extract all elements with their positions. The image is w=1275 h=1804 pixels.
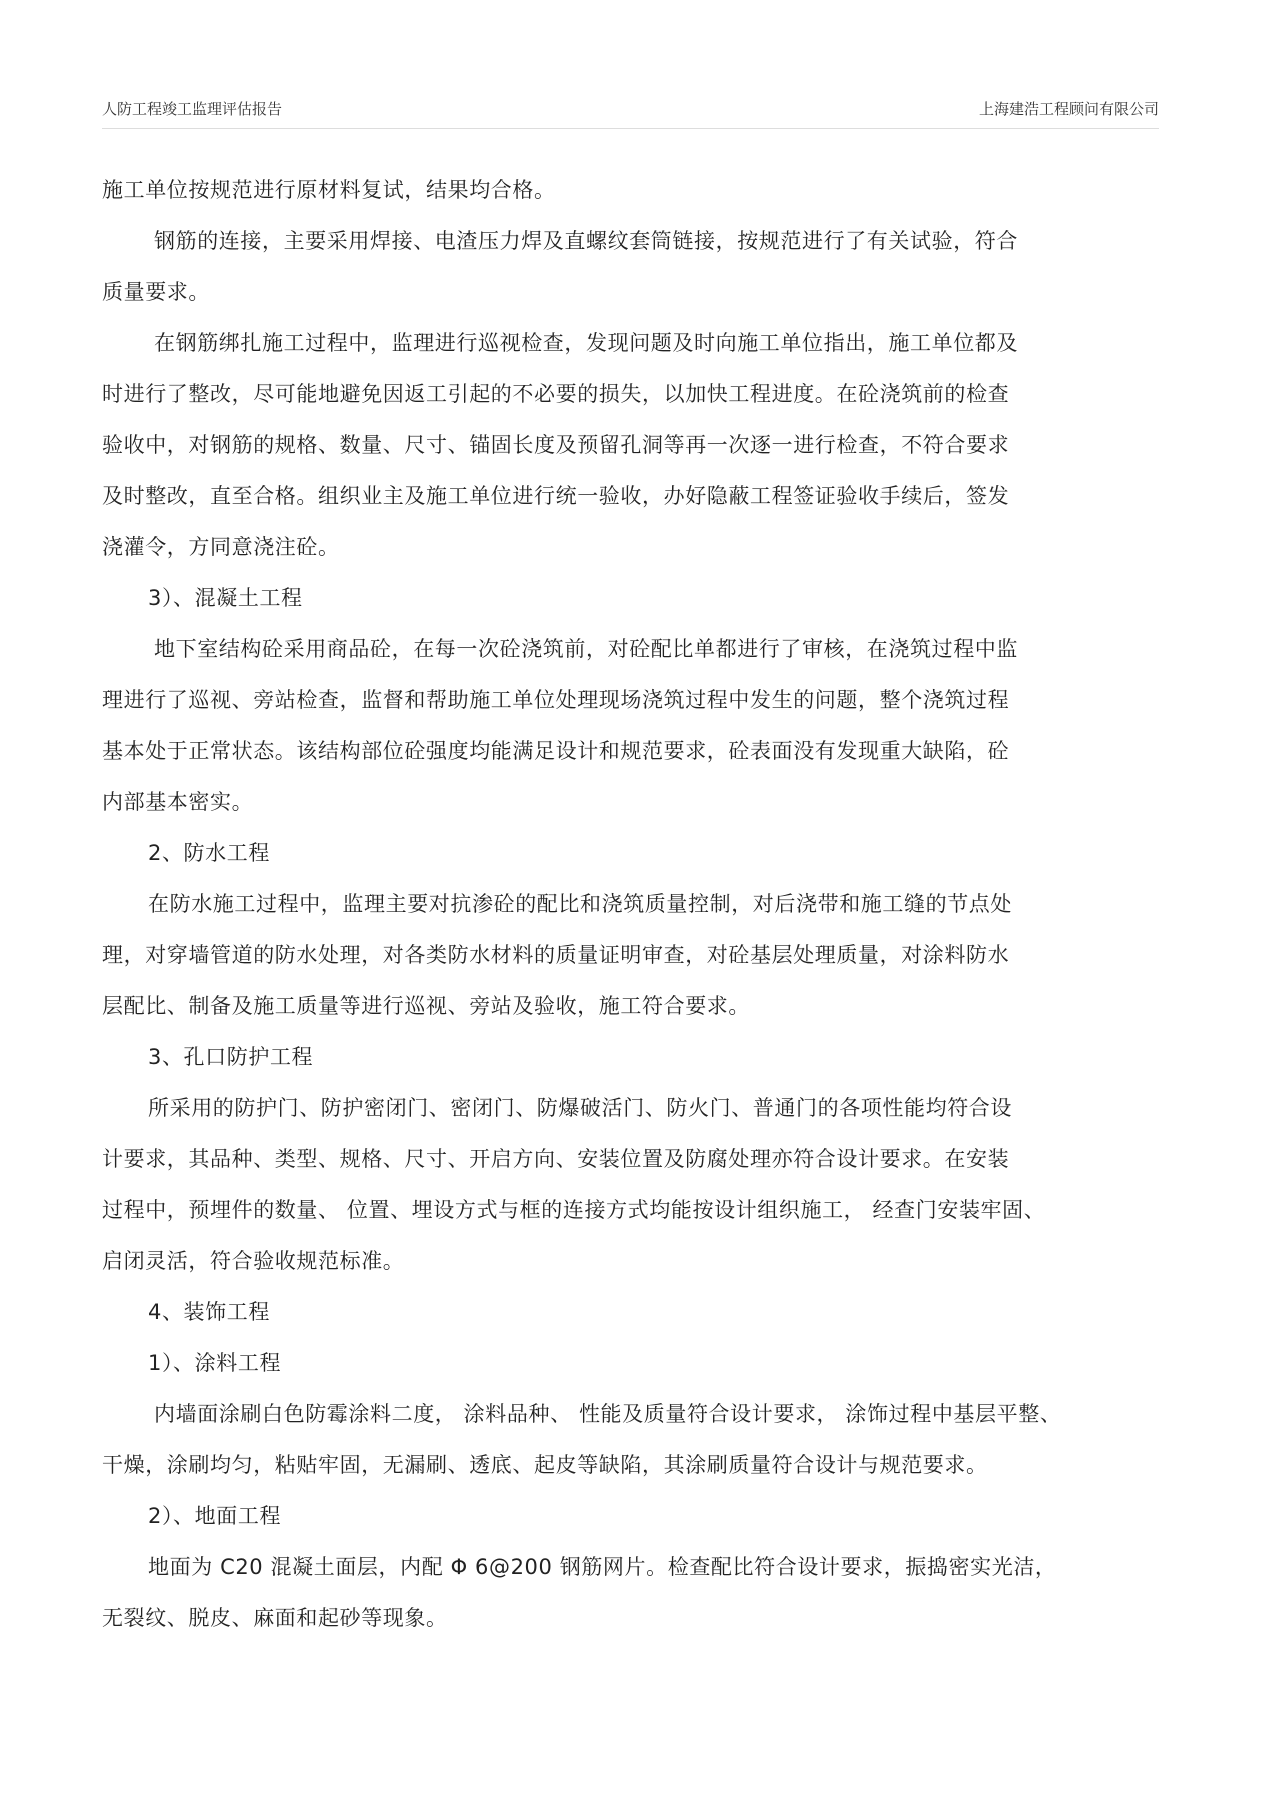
paragraph-line: 无裂纹、脱皮、麻面和起砂等现象。 [102,1606,448,1630]
paragraph-line: 层配比、制备及施工质量等进行巡视、旁站及验收，施工符合要求。 [102,994,750,1018]
paragraph-line: 启闭灵活，符合验收规范标准。 [102,1249,405,1273]
header-report-title: 人防工程竣工监理评估报告 [102,100,283,118]
paragraph-line: 地面为 C20 混凝土面层，内配 Φ 6@200 钢筋网片。检查配比符合设计要求，振捣密实光洁， [148,1555,1057,1579]
paragraph-line: 时进行了整改，尽可能地避免因返工引起的不必要的损失，以加快工程进度。在砼浇筑前的检查 [102,382,1010,406]
header-divider [102,128,1159,129]
paragraph-line: 验收中，对钢筋的规格、数量、尺寸、锚固长度及预留孔洞等再一次逐一进行检查，不符合要求 [102,433,1010,457]
paragraph-line: 计要求，其品种、类型、规格、尺寸、开启方向、安装位置及防腐处理亦符合设计要求。在安装 [102,1147,1010,1171]
section-heading: 3）、混凝土工程 [148,586,303,610]
paragraph-line: 干燥，涂刷均匀，粘贴牢固，无漏刷、透底、起皮等缺陷，其涂刷质量符合设计与规范要求。 [102,1453,988,1477]
paragraph-line: 理进行了巡视、旁站检查，监督和帮助施工单位处理现场浇筑过程中发生的问题，整个浇筑过程 [102,688,1010,712]
paragraph-line: 在钢筋绑扎施工过程中，监理进行巡视检查，发现问题及时向施工单位指出，施工单位都及 [154,331,1018,355]
paragraph-line: 质量要求。 [102,280,210,304]
section-heading: 4、装饰工程 [148,1300,270,1324]
section-heading: 2）、地面工程 [148,1504,282,1528]
paragraph-line: 地下室结构砼采用商品砼，在每一次砼浇筑前，对砼配比单都进行了审核，在浇筑过程中监 [154,637,1018,661]
paragraph-line: 浇灌令，方同意浇注砼。 [102,535,340,559]
paragraph-line: 施工单位按规范进行原材料复试，结果均合格。 [102,178,556,202]
paragraph-line: 在防水施工过程中，监理主要对抗渗砼的配比和浇筑质量控制，对后浇带和施工缝的节点处 [148,892,1012,916]
paragraph-line: 所采用的防护门、防护密闭门、密闭门、防爆破活门、防火门、普通门的各项性能均符合设 [148,1096,1012,1120]
paragraph-line: 钢筋的连接，主要采用焊接、电渣压力焊及直螺纹套筒链接，按规范进行了有关试验，符合 [154,229,1018,253]
section-heading: 2、防水工程 [148,841,270,865]
paragraph-line: 理，对穿墙管道的防水处理，对各类防水材料的质量证明审查，对砼基层处理质量，对涂料防水 [102,943,1010,967]
document-body [102,165,1162,1644]
section-heading: 1）、涂料工程 [148,1351,282,1375]
header-company-name: 上海建浩工程顾问有限公司 [978,100,1159,118]
paragraph-line: 及时整改，直至合格。组织业主及施工单位进行统一验收，办好隐蔽工程签证验收手续后，签发 [102,484,1010,508]
paragraph-line: 过程中，预埋件的数量、 位置、埋设方式与框的连接方式均能按设计组织施工， 经查门安装牢固、 [102,1198,1046,1222]
page-header [102,98,1159,124]
paragraph-line: 基本处于正常状态。该结构部位砼强度均能满足设计和规范要求，砼表面没有发现重大缺陷，砼 [102,739,1010,763]
paragraph-line: 内墙面涂刷白色防霉涂料二度， 涂料品种、 性能及质量符合设计要求， 涂饰过程中基层平整、 [154,1402,1062,1426]
paragraph-line: 内部基本密实。 [102,790,254,814]
section-heading: 3、孔口防护工程 [148,1045,314,1069]
